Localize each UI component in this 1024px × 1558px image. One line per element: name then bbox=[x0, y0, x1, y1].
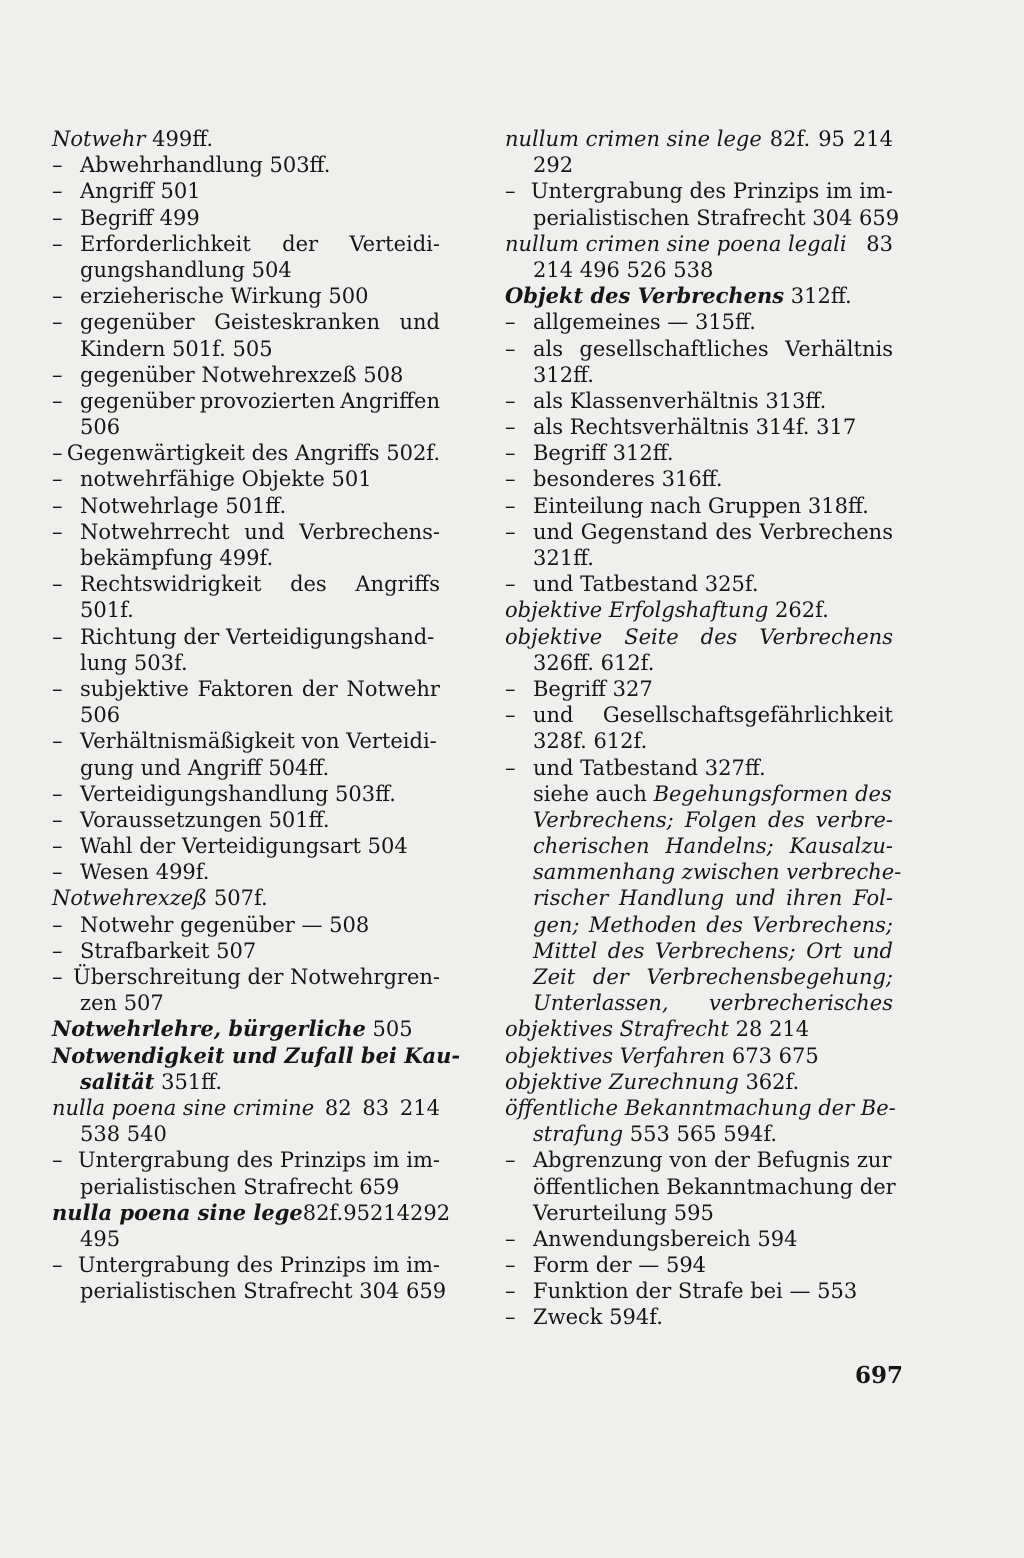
continuation-text: 506 bbox=[80, 703, 121, 728]
subentry-dash: – bbox=[505, 1305, 516, 1330]
entry-continuation bbox=[505, 728, 893, 754]
subentry-dash: – bbox=[52, 284, 63, 309]
index-column-right bbox=[505, 126, 902, 1331]
entry-heading: Notwehr bbox=[52, 127, 146, 151]
subentry-text: Untergrabung des Prinzips im im- bbox=[77, 1253, 440, 1278]
subentry-word: provozierten bbox=[199, 388, 336, 413]
entry-pages: 505 bbox=[365, 1017, 413, 1042]
index-subentry bbox=[505, 1147, 893, 1173]
entry-pages: 82f. bbox=[769, 127, 811, 151]
entry-pages: 82f. bbox=[302, 1200, 344, 1225]
index-subentry bbox=[52, 912, 440, 938]
subentry-text bbox=[80, 519, 440, 545]
subentry-text: Zweck 594f. bbox=[533, 1305, 663, 1330]
subentry-dash: – bbox=[52, 781, 63, 806]
entry-pages: 673 675 bbox=[725, 1043, 819, 1068]
index-subentry bbox=[52, 781, 440, 807]
subentry-word: Erforderlichkeit bbox=[80, 231, 251, 256]
subentry-dash: – bbox=[52, 860, 63, 885]
subentry-dash: – bbox=[505, 703, 516, 728]
index-subentry bbox=[52, 519, 440, 545]
continuation-text: perialistischen Strafrecht 304 659 bbox=[80, 1279, 447, 1304]
subentry-dash: – bbox=[505, 755, 516, 780]
continuation-text: perialistischen Strafrecht 304 659 bbox=[533, 205, 900, 230]
entry-continuation bbox=[505, 650, 893, 676]
entry-pages: 292 bbox=[410, 1200, 451, 1225]
subentry-dash: – bbox=[52, 1148, 63, 1173]
entry-heading: Objekt des Verbrechens bbox=[505, 283, 785, 309]
index-subentry bbox=[505, 519, 893, 545]
subentry-text: besonderes 316ff. bbox=[533, 467, 723, 492]
subentry-text: und Tatbestand 325f. bbox=[533, 572, 759, 597]
see-also-reference bbox=[505, 807, 893, 833]
entry-heading: salität bbox=[80, 1068, 155, 1094]
subentry-word: gegenüber bbox=[80, 310, 195, 335]
continuation-text: gungshandlung 504 bbox=[80, 257, 292, 282]
index-subentry bbox=[505, 414, 893, 440]
subentry-text: Gegenwärtigkeit des Angriffs 502f. bbox=[66, 441, 440, 466]
see-also-reference: Begehungsformen des bbox=[653, 781, 892, 806]
continuation-text: 321ff. bbox=[533, 546, 594, 570]
subentry-dash: – bbox=[52, 572, 63, 597]
entry-heading: des bbox=[700, 624, 738, 649]
subentry-text bbox=[533, 702, 893, 728]
continuation-text: 292 bbox=[533, 153, 574, 178]
entry-heading: Seite bbox=[624, 624, 679, 649]
subentry-word: subjektive bbox=[80, 676, 189, 701]
subentry-dash: – bbox=[52, 519, 63, 544]
entry-continuation bbox=[505, 545, 893, 571]
subentry-word: Angriffs bbox=[355, 572, 440, 597]
continuation-text: zen 507 bbox=[80, 991, 164, 1016]
entry-continuation bbox=[52, 702, 440, 728]
see-also-reference bbox=[505, 912, 893, 938]
subentry-dash: – bbox=[52, 231, 63, 256]
see-also-text: Mittel des Verbrechens; Ort und bbox=[533, 938, 893, 963]
index-column-left bbox=[52, 126, 461, 1304]
continuation-text: 326ff. 612f. bbox=[533, 650, 655, 675]
subentry-text: Wesen 499f. bbox=[80, 860, 210, 885]
subentry-word: Gesellschaftsgefährlichkeit bbox=[602, 703, 893, 728]
entry-pages: 214 bbox=[369, 1200, 411, 1225]
subentry-text: Wahl der Verteidigungsart 504 bbox=[80, 834, 408, 859]
index-subentry bbox=[52, 205, 440, 231]
subentry-text: Notwehr gegenüber — 508 bbox=[80, 912, 370, 937]
index-subentry bbox=[52, 807, 440, 833]
continuation-text: 328f. 612f. bbox=[533, 729, 648, 754]
entry-continuation bbox=[52, 650, 440, 676]
continuation-text: 495 bbox=[80, 1226, 121, 1251]
subentry-text bbox=[80, 676, 440, 702]
subentry-dash: – bbox=[505, 1253, 516, 1278]
subentry-word: Angriffen bbox=[340, 388, 440, 413]
index-subentry bbox=[505, 336, 893, 362]
index-subentry bbox=[52, 466, 440, 492]
entry-continuation bbox=[52, 597, 440, 623]
continuation-text: 506 bbox=[80, 415, 121, 440]
entry-continuation bbox=[52, 755, 440, 781]
subentry-text: Verteidigungshandlung 503ff. bbox=[80, 781, 396, 806]
subentry-dash: – bbox=[505, 441, 516, 466]
index-subentry bbox=[52, 493, 440, 519]
entry-pages: 553 565 594f. bbox=[623, 1122, 778, 1147]
subentry-word: Verbrechens bbox=[759, 519, 893, 544]
entry-continuation bbox=[505, 362, 893, 388]
see-also-reference bbox=[505, 990, 893, 1016]
subentry-dash: – bbox=[52, 676, 63, 701]
index-entry bbox=[505, 1016, 893, 1042]
index-subentry bbox=[52, 440, 440, 466]
index-subentry bbox=[52, 152, 440, 178]
entry-pages: 214 bbox=[852, 127, 893, 151]
subentry-dash: – bbox=[52, 467, 63, 492]
subentry-text: Strafbarkeit 507 bbox=[80, 938, 257, 963]
subentry-text: Form der — 594 bbox=[533, 1253, 707, 1278]
subentry-dash: – bbox=[52, 362, 63, 387]
index-subentry bbox=[505, 1226, 893, 1252]
subentry-dash: – bbox=[505, 467, 516, 492]
subentry-dash: – bbox=[52, 729, 63, 754]
subentry-dash: – bbox=[52, 912, 63, 937]
entry-continuation bbox=[505, 205, 900, 231]
index-subentry bbox=[505, 755, 893, 781]
subentry-text: als Klassenverhältnis 313ff. bbox=[533, 388, 827, 413]
index-entry bbox=[505, 126, 893, 152]
subentry-text: Anwendungsbereich 594 bbox=[533, 1226, 798, 1251]
index-subentry bbox=[52, 833, 440, 859]
subentry-text: Begriff 499 bbox=[80, 205, 200, 230]
continuation-text: lung 503f. bbox=[80, 650, 188, 675]
subentry-dash: – bbox=[505, 519, 516, 544]
entry-heading: Notwendigkeit und Zufall bei Kau- bbox=[52, 1042, 461, 1068]
subentry-dash: – bbox=[505, 1279, 516, 1304]
index-entry bbox=[505, 231, 893, 257]
continuation-text: 214 496 526 538 bbox=[533, 257, 714, 282]
entry-heading: objektives Strafrecht bbox=[505, 1017, 729, 1042]
index-subentry bbox=[52, 231, 440, 257]
entry-heading: objektives Verfahren bbox=[505, 1043, 726, 1068]
index-subentry bbox=[505, 440, 893, 466]
entry-heading: Notwehrlehre, bürgerliche bbox=[52, 1016, 366, 1042]
subentry-text: Voraussetzungen 501ff. bbox=[80, 807, 330, 832]
entry-continuation bbox=[52, 1174, 440, 1200]
entry-continuation bbox=[52, 414, 440, 440]
subentry-text: Notwehrlage 501ff. bbox=[80, 493, 287, 518]
subentry-dash: – bbox=[52, 1253, 63, 1278]
entry-continuation bbox=[505, 1121, 893, 1147]
entry-pages: 312ff. bbox=[784, 284, 852, 309]
subentry-dash: – bbox=[505, 179, 516, 204]
subentry-dash: – bbox=[505, 388, 516, 413]
entry-heading: strafung bbox=[533, 1122, 624, 1147]
entry-heading: objektive Erfolgshaftung bbox=[505, 598, 769, 623]
entry-pages: 28 214 bbox=[729, 1017, 810, 1042]
subentry-text: gegenüber Notwehrexzeß 508 bbox=[80, 362, 404, 387]
entry-continuation bbox=[505, 152, 893, 178]
index-entry bbox=[505, 1043, 893, 1069]
continuation-text: bekämpfung 499f. bbox=[80, 546, 274, 570]
entry-heading: Verbrechens bbox=[759, 624, 893, 649]
subentry-dash: – bbox=[52, 388, 63, 413]
subentry-text: Funktion der Strafe bei — 553 bbox=[533, 1279, 858, 1304]
subentry-dash: – bbox=[52, 493, 63, 518]
entry-pages: 83 bbox=[362, 1095, 390, 1120]
subentry-word: Faktoren bbox=[197, 676, 294, 701]
entry-pages: 82 bbox=[324, 1095, 352, 1120]
index-subentry bbox=[505, 1278, 893, 1304]
entry-continuation bbox=[52, 545, 440, 571]
see-also-text: sammenhang zwischen verbreche- bbox=[533, 860, 902, 885]
index-subentry bbox=[52, 624, 440, 650]
subentry-dash: – bbox=[505, 572, 516, 597]
subentry-word: Geisteskranken bbox=[214, 310, 381, 335]
subentry-text: Untergrabung des Prinzips im im- bbox=[530, 179, 893, 204]
subentry-word: des bbox=[290, 572, 327, 597]
continuation-text: Verurteilung 595 bbox=[533, 1200, 714, 1225]
index-subentry bbox=[52, 1252, 440, 1278]
continuation-text: gung und Angriff 504ff. bbox=[80, 755, 330, 780]
subentry-dash: – bbox=[52, 834, 63, 859]
index-subentry bbox=[505, 1252, 893, 1278]
index-entry bbox=[505, 624, 893, 650]
subentry-text: erzieherische Wirkung 500 bbox=[80, 284, 369, 309]
subentry-dash: – bbox=[52, 205, 63, 230]
entry-pages: 351ff. bbox=[154, 1069, 223, 1094]
subentry-dash: – bbox=[505, 493, 516, 518]
entry-continuation bbox=[52, 1278, 447, 1304]
index-subentry bbox=[505, 676, 893, 702]
subentry-word: der bbox=[282, 231, 319, 256]
entry-heading: öffentliche Bekanntmachung der Be- bbox=[505, 1095, 896, 1120]
subentry-text: Verhältnismäßigkeit von Verteidi- bbox=[80, 729, 437, 754]
index-entry bbox=[52, 885, 440, 911]
subentry-dash: – bbox=[505, 1148, 516, 1173]
subentry-word: und bbox=[533, 519, 574, 544]
entry-heading: Notwehrexzeß bbox=[52, 886, 208, 911]
continuation-text: 312ff. bbox=[533, 362, 594, 387]
see-also-reference bbox=[505, 964, 893, 990]
index-subentry bbox=[52, 388, 440, 414]
entry-pages: 83 bbox=[866, 231, 893, 256]
continuation-text: perialistischen Strafrecht 659 bbox=[80, 1174, 400, 1199]
subentry-word: und bbox=[399, 310, 440, 335]
see-also-label: siehe auch bbox=[533, 781, 654, 806]
index-entry bbox=[52, 1042, 461, 1069]
see-also-reference bbox=[505, 938, 893, 964]
subentry-text: Untergrabung des Prinzips im im- bbox=[77, 1148, 440, 1173]
subentry-word: gegenüber bbox=[80, 388, 195, 413]
index-entry bbox=[505, 1095, 896, 1121]
subentry-word: als bbox=[533, 336, 564, 361]
index-entry bbox=[505, 597, 893, 623]
see-also-text: rischer Handlung und ihren Fol- bbox=[533, 886, 893, 911]
see-also-text: gen; Methoden des Verbrechens; bbox=[533, 912, 893, 937]
index-subentry bbox=[505, 1304, 893, 1330]
subentry-text: allgemeines — 315ff. bbox=[533, 310, 756, 335]
page-number: 697 bbox=[855, 1362, 904, 1389]
entry-continuation bbox=[52, 1069, 440, 1095]
index-entry bbox=[505, 1069, 893, 1095]
index-subentry bbox=[52, 676, 440, 702]
subentry-text bbox=[80, 309, 440, 335]
continuation-text: Kindern 501f. 505 bbox=[80, 336, 273, 361]
index-subentry bbox=[52, 859, 440, 885]
subentry-word: der bbox=[301, 676, 338, 701]
subentry-dash: – bbox=[52, 441, 63, 466]
subentry-text: Begriff 312ff. bbox=[533, 441, 674, 466]
index-subentry bbox=[505, 571, 893, 597]
subentry-text bbox=[533, 519, 893, 545]
entry-continuation bbox=[505, 1200, 893, 1226]
entry-pages: 499ff. bbox=[145, 127, 214, 151]
subentry-text: Abwehrhandlung 503ff. bbox=[80, 153, 331, 178]
subentry-text: Richtung der Verteidigungshand- bbox=[80, 624, 435, 649]
see-also-text: cherischen Handelns; Kausalzu- bbox=[533, 834, 893, 859]
index-subentry bbox=[52, 728, 440, 754]
entry-heading: nulla poena sine crimine bbox=[52, 1095, 315, 1120]
entry-heading: objektive bbox=[505, 624, 603, 649]
index-entry bbox=[52, 1095, 440, 1121]
see-also-reference bbox=[505, 885, 893, 911]
index-entry bbox=[52, 126, 440, 152]
subentry-text: Abgrenzung von der Befugnis zur bbox=[533, 1148, 892, 1173]
index-subentry bbox=[505, 702, 893, 728]
see-also-text: Zeit der Verbrechensbegehung; bbox=[533, 965, 893, 989]
subentry-text: Begriff 327 bbox=[533, 676, 653, 701]
subentry-text: Angriff 501 bbox=[80, 179, 201, 204]
entry-heading: nulla poena sine lege bbox=[52, 1199, 303, 1225]
subentry-text bbox=[80, 571, 440, 597]
subentry-dash: – bbox=[52, 624, 63, 649]
subentry-dash: – bbox=[52, 807, 63, 832]
entry-pages: 214 bbox=[399, 1095, 440, 1120]
index-subentry bbox=[52, 964, 440, 990]
subentry-word: des bbox=[715, 519, 753, 544]
subentry-word: Verteidi- bbox=[349, 231, 440, 256]
entry-continuation bbox=[52, 257, 440, 283]
subentry-text bbox=[80, 231, 440, 257]
subentry-text: Einteilung nach Gruppen 318ff. bbox=[533, 493, 869, 518]
index-entry bbox=[52, 1016, 440, 1042]
subentry-text: notwehrfähige Objekte 501 bbox=[80, 467, 372, 492]
subentry-dash: – bbox=[52, 938, 63, 963]
subentry-text: als Rechtsverhältnis 314f. 317 bbox=[533, 415, 857, 440]
entry-continuation bbox=[505, 257, 893, 283]
entry-pages: 262f. bbox=[768, 598, 829, 623]
subentry-text: und Tatbestand 327ff. bbox=[533, 755, 766, 780]
subentry-dash: – bbox=[52, 179, 63, 204]
index-subentry bbox=[52, 309, 440, 335]
entry-heading: nullum crimen sine lege bbox=[505, 127, 762, 151]
entry-heading: objektive Zurechnung bbox=[505, 1069, 739, 1094]
subentry-word: Notwehr bbox=[346, 676, 440, 701]
entry-continuation bbox=[505, 1174, 896, 1200]
subentry-word: Rechtswidrigkeit bbox=[80, 572, 262, 597]
subentry-word: gesellschaftliches bbox=[579, 336, 769, 361]
index-subentry bbox=[505, 493, 893, 519]
index-entry bbox=[505, 283, 893, 309]
subentry-dash: – bbox=[52, 310, 63, 335]
subentry-dash: – bbox=[52, 965, 63, 989]
index-subentry bbox=[52, 283, 440, 309]
index-entry bbox=[52, 1199, 451, 1226]
index-subentry bbox=[52, 178, 440, 204]
subentry-word: Gegenstand bbox=[580, 519, 709, 544]
continuation-text: 538 540 bbox=[80, 1122, 167, 1147]
see-also-text: Unterlassen, verbrecherisches bbox=[533, 991, 893, 1016]
entry-continuation bbox=[505, 781, 893, 807]
entry-continuation bbox=[52, 1226, 440, 1252]
entry-pages: 507f. bbox=[207, 886, 268, 911]
subentry-word: Notwehrrecht bbox=[80, 519, 230, 544]
entry-heading: nullum crimen sine poena legali bbox=[505, 231, 847, 256]
subentry-dash: – bbox=[505, 415, 516, 440]
subentry-word: Verbrechens- bbox=[299, 519, 440, 544]
index-subentry bbox=[505, 178, 893, 204]
entry-pages: 95 bbox=[343, 1200, 370, 1225]
entry-continuation bbox=[52, 336, 440, 362]
index-subentry bbox=[52, 1147, 440, 1173]
subentry-dash: – bbox=[52, 153, 63, 178]
subentry-dash: – bbox=[505, 1226, 516, 1251]
index-subentry bbox=[505, 309, 893, 335]
continuation-text: öffentlichen Bekanntmachung der bbox=[533, 1174, 896, 1199]
see-also-reference bbox=[505, 833, 893, 859]
subentry-text bbox=[533, 336, 893, 362]
entry-continuation bbox=[52, 1121, 440, 1147]
index-subentry bbox=[505, 466, 893, 492]
see-also-reference bbox=[505, 859, 902, 885]
index-subentry bbox=[52, 938, 440, 964]
subentry-dash: – bbox=[505, 676, 516, 701]
subentry-dash: – bbox=[505, 336, 516, 361]
entry-pages: 95 bbox=[818, 127, 845, 151]
index-subentry bbox=[505, 388, 893, 414]
index-subentry bbox=[52, 362, 440, 388]
index-subentry bbox=[52, 571, 440, 597]
see-also-text: Verbrechens; Folgen des verbre- bbox=[533, 807, 893, 832]
subentry-text bbox=[80, 388, 440, 414]
entry-pages: 362f. bbox=[738, 1069, 800, 1094]
subentry-word: Verhältnis bbox=[785, 336, 893, 361]
subentry-dash: – bbox=[505, 310, 516, 335]
subentry-word: und bbox=[533, 703, 574, 728]
entry-continuation bbox=[52, 990, 440, 1016]
subentry-word: und bbox=[244, 519, 285, 544]
subentry-text: Überschreitung der Notwehrgren- bbox=[73, 965, 440, 989]
continuation-text: 501f. bbox=[80, 598, 134, 623]
